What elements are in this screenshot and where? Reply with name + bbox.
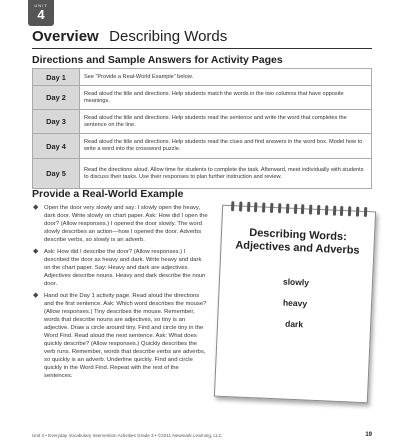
notepad-title-line: Adjectives and Adverbs [235,239,360,257]
section-label: Overview [32,28,99,45]
spiral-binding-icon [231,201,367,217]
diamond-bullet-icon: ◆ [33,248,39,255]
notepad-title-line: Describing Words: [248,226,348,244]
unit-tab-label: UNIT [34,3,48,8]
unit-number: 4 [37,7,45,22]
day-description: Read aloud the title and directions. Help students match the words in the two columns that have opposite meanings. [80,86,372,110]
notepad-word: slowly [282,276,310,288]
notepad-title [221,226,374,259]
table-row [33,134,372,159]
table-row [33,69,372,86]
day-description: Read the directions aloud. Allow time for students to complete the task. Afterward, meet individually with students to discuss their tasks. Use their responses to plan further instruction and review. [80,159,372,189]
page-footer [32,433,372,438]
list-item [32,292,208,380]
table-row [33,110,372,134]
day-label: Day 1 [33,69,80,86]
table-row [33,86,372,110]
day-label: Day 4 [33,134,80,159]
bullet-text: Hand out the Day 1 activity page. Read aloud the directions and the first sentence. Ask: Which word describes the mouse? (Allow responses.) Tiny describes the mouse. Remember, words that describe nouns are adjectives, so tiny is an adjective. Draw a circle around tiny. Find and circle tiny in the Word Find. Read aloud the next sentence. Ask: What does quickly describe? (Allow responses.) Quickly describes the verb runs. Remember, words that describe verbs are adverbs, so quickly is an adverb. Underline quickly. Find and circle quickly in the Word Find. Repeat with the rest of the sentences. [44,293,207,379]
day-description: See “Provide a Real-World Example” below. [80,69,372,86]
day-description: Read aloud the title and directions. Help students read the sentence and write the word that completes the sentence on the line. [80,110,372,134]
day-description: Read aloud the title and directions. Help students read the clues and find answers in the word box. Model how to write a word into the crossword puzzle. [80,134,372,159]
diamond-bullet-icon: ◆ [33,204,39,211]
day-directions-table [32,68,372,189]
day-label: Day 3 [33,110,80,134]
list-item [32,248,208,288]
day-label: Day 5 [33,159,80,189]
directions-heading: Directions and Sample Answers for Activity Pages [32,54,283,66]
footer-text: Unit 4 • Everyday Vocabulary Intervention Activities Grade 3 • ©2011 Newmark Learning, LLC [32,433,222,438]
bullet-text: Open the door very slowly and say: I slowly open the heavy, dark door. Write slowly on chart paper. Ask: How did I open the door? (Allow responses.) I opened the door slowly. The word slowly describes an action—how I opened the door. Adverbs describe verbs, so slowly is an adverb. [44,205,208,243]
diamond-bullet-icon: ◆ [33,292,39,299]
example-heading: Provide a Real-World Example [32,188,184,200]
page-number: 19 [365,432,372,438]
page-title: Describing Words [109,28,228,45]
day-label: Day 2 [33,86,80,110]
notepad-word: dark [284,318,304,330]
chart-paper-notepad [214,205,376,404]
list-item [32,204,208,244]
table-row [33,159,372,189]
example-bullet-list [32,204,208,384]
page-header [32,28,372,49]
bullet-text: Ask: How did I describe the door? (Allow responses.) I described the door as heavy and dark. Write heavy and dark on the chart paper. Say: Heavy and dark are adjectives. Adjectives describe nouns. Heavy and dark describe the noun door. [44,249,206,287]
notepad-word: heavy [282,297,308,309]
unit-tab [28,0,54,26]
